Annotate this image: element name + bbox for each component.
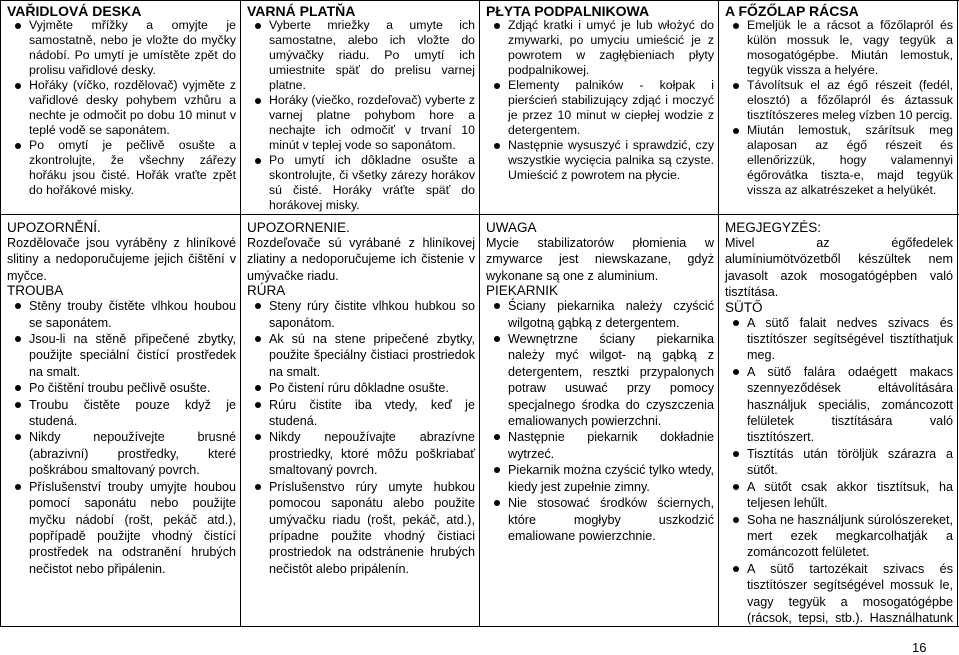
list-item: Po omytí je pečlivě osušte a zkontrolujte, že všechny zářezy hořáku jsou čisté. Hořák vraťte zpět do hořákové misky. bbox=[29, 138, 236, 197]
warning-text: Rozdělovače jsou vyráběny z hliníkové slitiny a nedoporučujeme jejich čištění v myčce. bbox=[7, 236, 236, 283]
hob-section-sk bbox=[241, 1, 479, 214]
list-item: Nikdy nepoužívajte abrazívne prostriedky, ktoré môžu poškriabať smaltovaný povrch. bbox=[269, 430, 475, 478]
warning-heading: UPOZORNENIE. bbox=[247, 220, 350, 235]
list-item: A sütő falait nedves szivacs és tisztítószer segítségével tisztíthatjuk meg. bbox=[747, 315, 953, 363]
list-item: Távolítsuk el az égő részeit (fedél, elosztó) a főzőlapról és áztassuk tisztítószeres meleg vízben 10 percig. bbox=[747, 78, 953, 122]
section-title: VAŘIDLOVÁ DESKA bbox=[7, 3, 142, 19]
oven-section-cz bbox=[1, 218, 240, 626]
instruction-list bbox=[486, 298, 714, 544]
list-item: Miután lemostuk, szárítsuk meg alaposan az égő részeit és ellenőrizzük, hogy valamennyi égőrovátka tiszta-e, majd tegyük vissza az alkatrészeket a helyükét. bbox=[747, 123, 953, 197]
list-item: Hořáky (víčko, rozdělovač) vyjměte z vařidlové desky pohybem vzhůru a nechte je odmočit po dobu 10 minut v teplé vodě se saponátem. bbox=[29, 78, 236, 137]
oven-heading: RÚRA bbox=[247, 283, 286, 299]
list-item: Nikdy nepoužívejte brusné (abrazivní) prostředky, které poškrábou smaltovaný povrch. bbox=[29, 430, 236, 478]
list-item: Po čištění troubu pečlivě osušte. bbox=[29, 380, 236, 396]
section-title: PŁYTA PODPALNIKOWA bbox=[486, 3, 650, 19]
section-title: A FŐZŐLAP RÁCSA bbox=[725, 3, 859, 19]
instruction-list bbox=[486, 18, 714, 183]
list-item: Soha ne használjunk súrolószereket, mert ezek megkarcolhatják a zománcozott felületet. bbox=[747, 512, 953, 560]
list-item: Po umytí ich dôkladne osušte a skontrolujte, či všetky zárezy horákov sú čisté. Horáky vráťte späť do horákovej misky. bbox=[269, 153, 475, 212]
warning-heading: UWAGA bbox=[486, 220, 537, 235]
list-item: Vyberte mriežky a umyte ich samostatne, alebo ich vložte do umývačky riadu. Po umytí ich umiestnite späť do prelisu varnej platne. bbox=[269, 18, 475, 92]
oven-section-sk bbox=[241, 218, 479, 626]
list-item: Po čistení rúru dôkladne osušte. bbox=[269, 380, 475, 396]
list-item: Steny rúry čistite vlhkou hubkou so saponátom. bbox=[269, 299, 475, 330]
oven-heading: TROUBA bbox=[7, 283, 64, 299]
instruction-list bbox=[247, 298, 475, 577]
list-item: Horáky (viečko, rozdeľovač) vyberte z varnej platne pohybom hore a nechajte ich odmočiť v trvaní 10 minút v teplej vode so saponátom. bbox=[269, 93, 475, 152]
page-number: 16 bbox=[912, 640, 927, 655]
list-item: Ak sú na stene pripečené zbytky, použite špeciálny čistiaci prostriedok na smalt. bbox=[269, 332, 475, 379]
instruction-list bbox=[7, 298, 236, 577]
hob-section-hu bbox=[719, 1, 957, 214]
oven-section-pl bbox=[480, 218, 718, 626]
warning-text: Mivel az égőfedelek alumíniumötvözetből készültek nem javasolt azok mosogatógépben való tisztítása. bbox=[725, 236, 953, 300]
list-item: Príslušenstvo rúry umyte hubkou pomocou saponátu alebo použite umývačku riadu (rošt, pekáč, atd.), prípadne použite vhodný čistiaci prostriedok na odstránenie hrubých nečistôt alebo pripálenín. bbox=[269, 479, 475, 576]
instruction-list bbox=[725, 18, 953, 198]
list-item: Stěny trouby čistěte vlhkou houbou se saponátem. bbox=[29, 299, 236, 330]
instruction-list bbox=[7, 18, 236, 198]
hob-section-pl bbox=[480, 1, 718, 214]
list-item: Vyjměte mřížky a omyjte je samostatně, nebo je vložte do myčky nádobí. Po umytí je umístěte zpět do prolisu vařidlové desky. bbox=[29, 18, 236, 77]
warning-text: Rozdeľovače sú vyrábané z hliníkovej zliatiny a nedoporučujeme ich čistenie v umývačke riadu. bbox=[247, 236, 475, 283]
list-item: Następnie piekarnik dokładnie wytrzeć. bbox=[508, 430, 714, 461]
oven-heading: SÜTŐ bbox=[725, 299, 763, 315]
list-item: Tisztítás után töröljük szárazra a sütőt. bbox=[747, 446, 953, 478]
instruction-list bbox=[247, 18, 475, 213]
list-item: Emeljük le a rácsot a főzőlapról és külön mossuk le, vagy tegyük a mosogatógépbe. Miután lemostuk, tegyük vissza a helyére. bbox=[747, 18, 953, 77]
list-item: A sütő falára odaégett makacs szennyeződések eltávolítására használjuk speciális, zománcozott felületek tisztítására való tisztítószert. bbox=[747, 364, 953, 445]
list-item: Ściany piekarnika należy czyścić wilgotną gąbką z detergentem. bbox=[508, 299, 714, 330]
list-item: Příslušenství trouby umyjte houbou pomocí saponátu nebo použijte myčku nádobí (rošt, pekáč atd.), popřípadě použijte vhodný čistící prostředek na odstranění hrubých nečistot nebo připálenin. bbox=[29, 479, 236, 576]
list-item: Rúru čistite iba vtedy, keď je studená. bbox=[269, 397, 475, 429]
instruction-list bbox=[725, 315, 953, 626]
list-item: Jsou-li na stěně připečené zbytky, použijte speciální čistící prostředek na smalt. bbox=[29, 332, 236, 379]
list-item: Piekarnik można czyścić tylko wtedy, kiedy jest zupełnie zimny. bbox=[508, 463, 714, 494]
list-item: Następnie wysuszyć i sprawdzić, czy wszystkie wycięcia palnika są czyste. Umieścić z powrotem na płycie. bbox=[508, 138, 714, 182]
oven-heading: PIEKARNIK bbox=[486, 283, 559, 299]
list-item: Troubu čistěte pouze když je studená. bbox=[29, 397, 236, 429]
list-item: A sütőt csak akkor tisztítsuk, ha teljesen lehűlt. bbox=[747, 479, 953, 511]
list-item: A sütő tartozékait szivacs és tisztítószer segítségével mossuk le, vagy tegyük a mosogatógépbe (rácsok, tepsi, stb.). Használhatunk bbox=[747, 561, 953, 626]
oven-section-hu bbox=[719, 218, 957, 626]
warning-heading: MEGJEGYZÉS: bbox=[725, 220, 822, 235]
list-item: Zdjąć kratki i umyć je lub włożyć do zmywarki, po umyciu umieścić je z powrotem w zagłębieniach płyty podpalnikowej. bbox=[508, 18, 714, 77]
list-item: Wewnętrzne ściany piekarnika należy myć wilgot- ną gąbką z detergentem, resztki przypalonych potraw usuwać przy pomocy specjalnego środka do czyszczenia emaliowanych powierzchni. bbox=[508, 332, 714, 429]
hob-section-cz bbox=[1, 1, 240, 214]
list-item: Elementy palników - kołpak i pierścień stabilizujący zdjąć i moczyć je przez 10 minut w ciepłej wodzie z detergentem. bbox=[508, 78, 714, 137]
section-title: VARNÁ PLATŇA bbox=[247, 3, 356, 19]
warning-text: Mycie stabilizatorów płomienia w zmywarce jest niewskazane, gdyż wykonane są one z aluminium. bbox=[486, 236, 714, 283]
warning-heading: UPOZORNĚNÍ. bbox=[7, 220, 101, 235]
right-border bbox=[957, 0, 958, 627]
list-item: Nie stosować środków ściernych, które mogłyby uszkodzić emaliowane powierzchnie. bbox=[508, 496, 714, 543]
